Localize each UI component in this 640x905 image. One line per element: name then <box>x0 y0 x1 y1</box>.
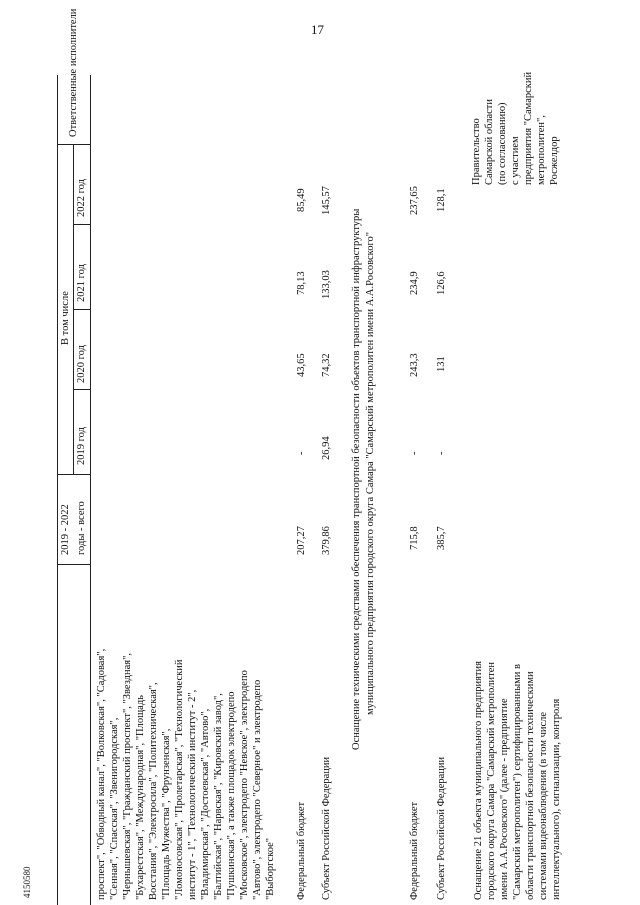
col-divider-2021 <box>73 309 90 310</box>
b1-row2-2021: 133,03 <box>321 270 332 299</box>
b1-row2-2019: 26,94 <box>321 436 332 460</box>
block1-line: "Пушкинская", а также площадок электродепо <box>226 691 237 900</box>
header-subdivider <box>73 145 74 475</box>
col-divider-2020 <box>73 389 90 390</box>
b2-row2-2022: 128,1 <box>436 188 447 212</box>
header-responsible: Ответственные исполнители <box>68 8 79 137</box>
col-divider-responsible <box>57 144 90 145</box>
section-heading-line1: Оснащение техническими средствами обеспечения транспортной безопасности объектов транспортной инфраструктуры <box>351 208 362 750</box>
header-in-that-number: В том числе <box>60 291 71 345</box>
section-heading-line2: муниципального предприятия городского округа Самара "Самарский метрополитен имени А.А.Росовского" <box>365 231 376 715</box>
header-bottom-border <box>90 75 91 905</box>
header-2020: 2020 год <box>76 345 87 383</box>
b2-row2-2019: - <box>436 451 447 455</box>
block1-line: Восстания", "Электросила", "Политехническая", <box>148 682 159 900</box>
b2-row2-2020: 131 <box>436 356 447 372</box>
block1-line: "Площадь Мужества", "Фрунзенская", <box>161 728 172 900</box>
block1-line: "Бухарестская", "Международная", "Площадь <box>135 695 146 900</box>
responsible-line: Самарской области <box>484 99 495 185</box>
block1-line: "Чернышевская", "Гражданский проспект", "Звездная", <box>122 652 133 900</box>
b2-row1-total: 715,8 <box>409 526 420 550</box>
block2-line: "Самарский метрополитен") сертифицированными в <box>512 664 523 900</box>
block1-line: "Владимирская", "Достоевская", "Автово", <box>200 708 211 900</box>
block1-line: "Московское", электродепо "Невское", электродепо <box>239 670 250 900</box>
block1-line: "Балтийская", "Нарвская", "Кировский завод", <box>213 693 224 900</box>
header-top-border <box>57 75 58 905</box>
b1-row1-2019: - <box>296 451 307 455</box>
b1-row1-label: Федеральный бюджет <box>296 801 307 900</box>
header-years-total-2: годы - всего <box>76 501 87 555</box>
b1-row1-2022: 85,49 <box>296 188 307 212</box>
responsible-line: Росжелдор <box>549 136 560 185</box>
b1-row2-2020: 74,32 <box>321 353 332 377</box>
b1-row1-total: 207,27 <box>296 526 307 555</box>
header-2022: 2022 год <box>76 179 87 217</box>
responsible-line: предприятия "Самарский <box>523 71 534 185</box>
header-2021: 2021 год <box>76 264 87 302</box>
b1-row2-total: 379,86 <box>321 526 332 555</box>
col-divider-2022 <box>73 224 90 225</box>
responsible-line: (по согласованию) <box>497 102 508 185</box>
scan-id: 4150580 <box>22 866 32 898</box>
responsible-line: с участием <box>510 136 521 185</box>
block2-line: Оснащение 21 объекта муниципального предприятия <box>473 661 484 900</box>
b2-row1-2021: 234,9 <box>409 271 420 295</box>
b1-row2-label: Субъект Российской Федерации <box>321 756 332 900</box>
b1-row2-2022: 145,57 <box>321 186 332 215</box>
header-2019: 2019 год <box>76 427 87 465</box>
b2-row1-2020: 243,3 <box>409 353 420 377</box>
responsible-line: метрополитен", <box>536 115 547 185</box>
b2-row1-label: Федеральный бюджет <box>409 801 420 900</box>
b2-row2-2021: 126,6 <box>436 271 447 295</box>
block2-line: городского округа Самара "Самарский метрополитен <box>486 661 497 900</box>
block1-line: институт - 1", "Технологический институт - 2", <box>187 689 198 900</box>
block1-line: "Сенная", "Спасская", "Звенигородская", <box>109 717 120 900</box>
responsible-line: Правительство <box>471 118 482 185</box>
block1-line: "Выборгское" <box>265 837 276 900</box>
b2-row1-2019: - <box>409 451 420 455</box>
block1-line: "Автово", электродепо "Северное" и электродепо <box>252 679 263 900</box>
header-years-total-1: 2019 - 2022 <box>60 504 71 555</box>
block2-line: имени А.А.Росовского" (далее - предприятие <box>499 698 510 900</box>
b2-row2-total: 385,7 <box>436 526 447 550</box>
block2-line: области транспортной безопасности техническими <box>525 671 536 900</box>
block1-line: "Ломоносовская", "Пролетарская", "Технологический <box>174 659 185 900</box>
col-divider-total <box>57 564 90 565</box>
block2-line: системами видеонаблюдения (в том числе <box>538 711 549 900</box>
page-number: 17 <box>311 22 324 37</box>
b2-row2-label: Субъект Российской Федерации <box>436 756 447 900</box>
block2-line: интеллектуального), сигнализации, контроля <box>551 698 562 900</box>
b2-row1-2022: 237,65 <box>409 186 420 215</box>
b1-row1-2020: 43,65 <box>296 353 307 377</box>
col-divider-2019 <box>57 474 90 475</box>
b1-row1-2021: 78,13 <box>296 271 307 295</box>
block1-line: проспект", "Обводный канал", "Волковская", "Садовая", <box>96 648 107 900</box>
